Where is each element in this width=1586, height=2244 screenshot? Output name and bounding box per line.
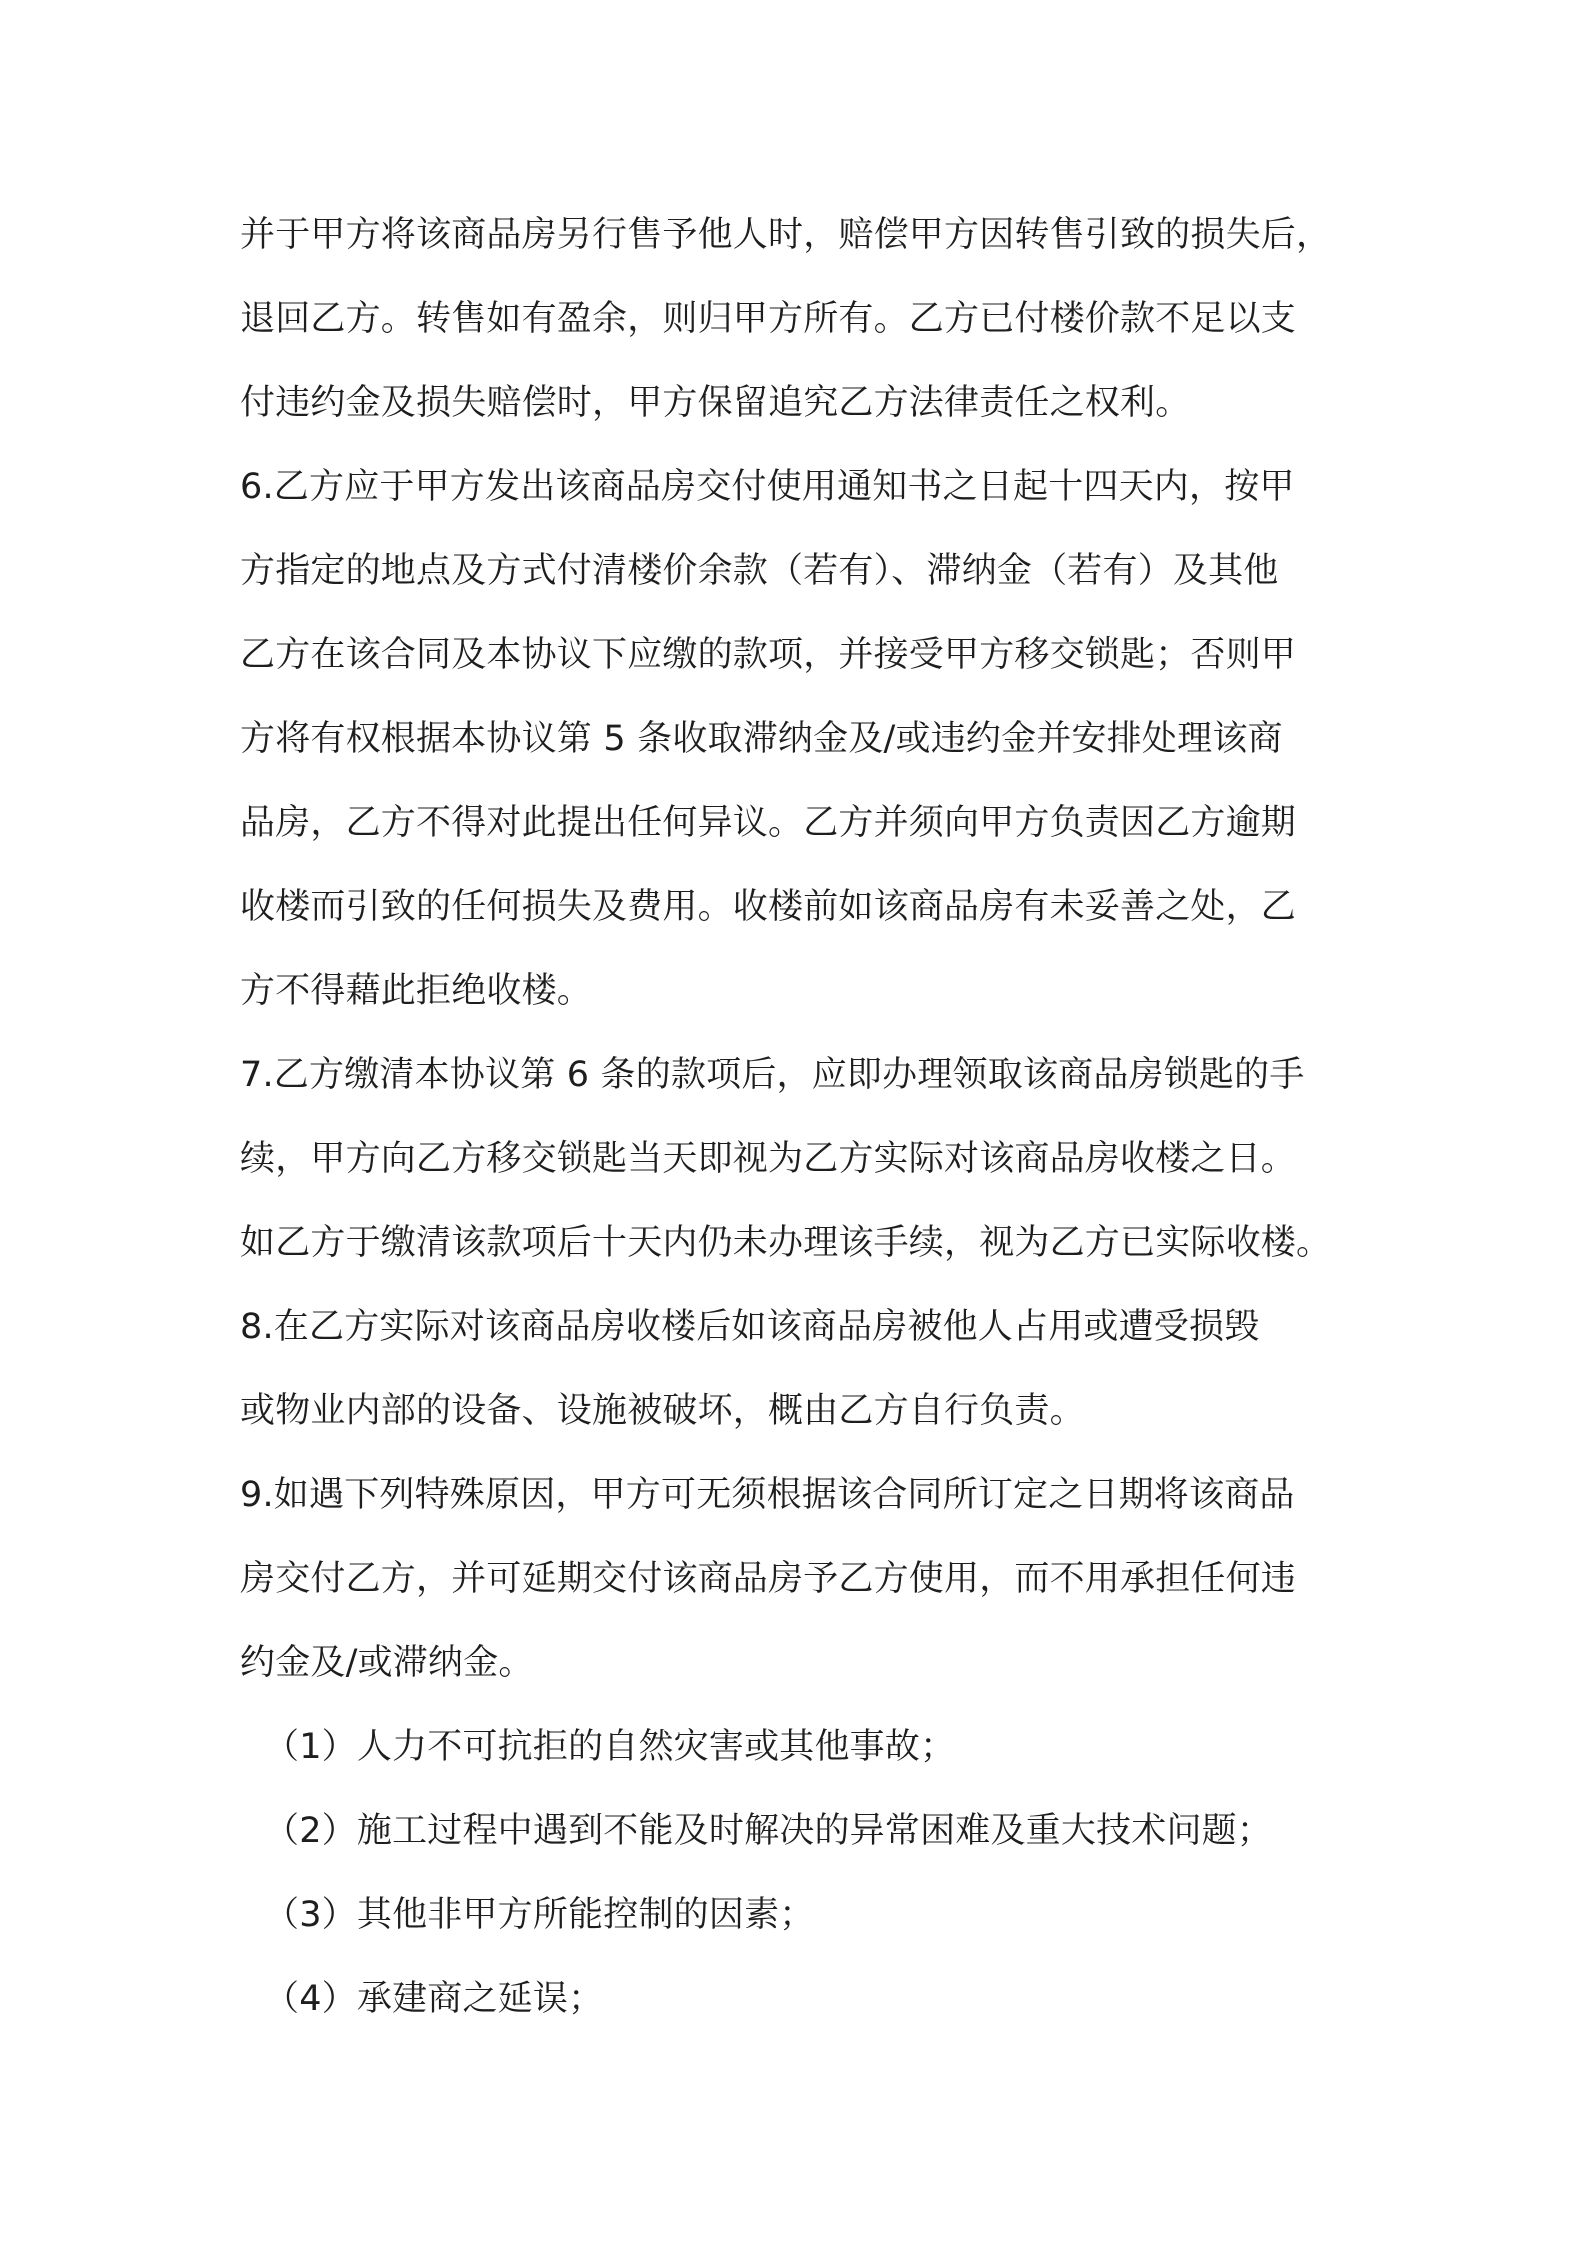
clause-9-line: 9.如遇下列特殊原因，甲方可无须根据该合同所订定之日期将该商品: [240, 1475, 1295, 1515]
clause-7-line: 7.乙方缴清本协议第 6 条的款项后，应即办理领取该商品房锁匙的手: [240, 1055, 1305, 1095]
text-line: 方不得藉此拒绝收楼。: [240, 971, 593, 1011]
clause-6-line: 6.乙方应于甲方发出该商品房交付使用通知书之日起十四天内，按甲: [240, 467, 1295, 507]
text-line: 退回乙方。转售如有盈余，则归甲方所有。乙方已付楼价款不足以支: [240, 299, 1297, 339]
text-line: 或物业内部的设备、设施被破坏，概由乙方自行负责。: [240, 1391, 1085, 1431]
text-line: 如乙方于缴清该款项后十天内仍未办理该手续，视为乙方已实际收楼。: [240, 1223, 1332, 1263]
text-line: 方将有权根据本协议第 5 条收取滞纳金及/或违约金并安排处理该商: [240, 719, 1283, 759]
document-body: [240, 193, 1370, 2041]
list-item: （3）其他非甲方所能控制的因素；: [264, 1895, 815, 1935]
clause-8-line: 8.在乙方实际对该商品房收楼后如该商品房被他人占用或遭受损毁: [240, 1307, 1260, 1347]
text-line: 方指定的地点及方式付清楼价余款（若有）、滞纳金（若有）及其他: [240, 551, 1279, 591]
text-line: 约金及/或滞纳金。: [240, 1643, 534, 1683]
list-item: （2）施工过程中遇到不能及时解决的异常困难及重大技术问题；: [264, 1811, 1273, 1851]
text-line: 续，甲方向乙方移交锁匙当天即视为乙方实际对该商品房收楼之日。: [240, 1139, 1297, 1179]
text-line: 并于甲方将该商品房另行售予他人时，赔偿甲方因转售引致的损失后，: [240, 215, 1332, 255]
text-line: 房交付乙方，并可延期交付该商品房予乙方使用，而不用承担任何违: [240, 1559, 1297, 1599]
text-line: 收楼而引致的任何损失及费用。收楼前如该商品房有未妥善之处，乙: [240, 887, 1297, 927]
list-item: （4）承建商之延误；: [264, 1979, 604, 2019]
list-item: （1）人力不可抗拒的自然灾害或其他事故；: [264, 1727, 956, 1767]
text-line: 乙方在该合同及本协议下应缴的款项，并接受甲方移交锁匙；否则甲: [240, 635, 1297, 675]
text-line: 品房，乙方不得对此提出任何异议。乙方并须向甲方负责因乙方逾期: [240, 803, 1297, 843]
text-line: 付违约金及损失赔偿时，甲方保留追究乙方法律责任之权利。: [240, 383, 1191, 423]
